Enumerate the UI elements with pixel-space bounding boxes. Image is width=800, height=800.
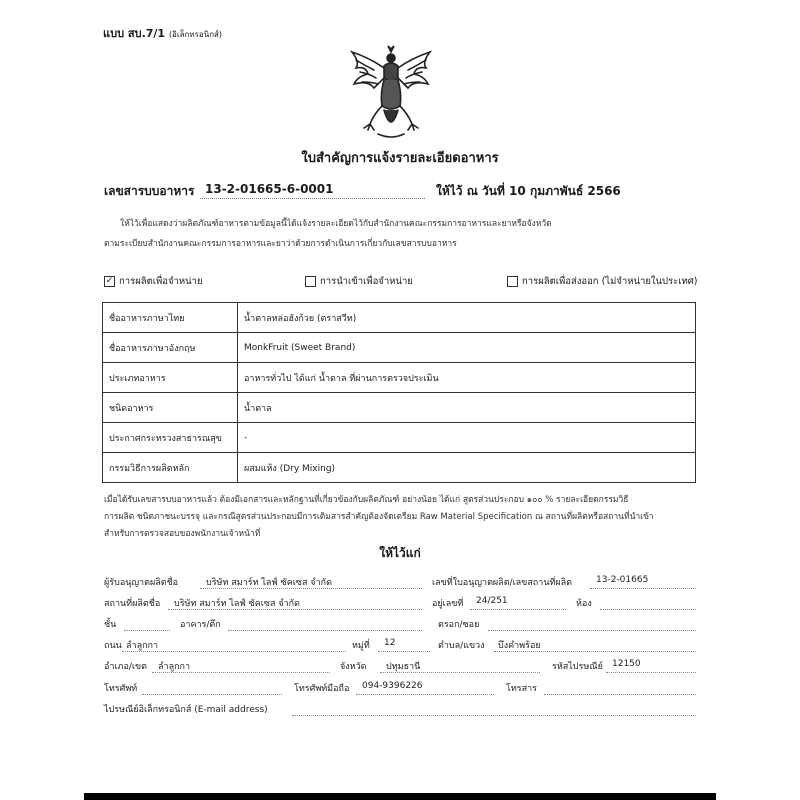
- purpose-import: [305, 274, 413, 289]
- detail-key: ประกาศกระทรวงสาธารณสุข: [103, 423, 238, 453]
- license-no-label: เลขที่ใบอนุญาตผลิต/เลขสถานที่ผลิต: [432, 578, 573, 588]
- subdistrict-value: บึงคำพร้อย: [498, 641, 541, 651]
- detail-key: ชนิดอาหาร: [103, 393, 238, 423]
- province-value: ปทุมธานี: [386, 662, 421, 672]
- detail-key: ชื่ออาหารภาษาอังกฤษ: [103, 333, 238, 363]
- purpose-export: [507, 274, 698, 289]
- dotted-line: [488, 630, 696, 631]
- address-no-label: อยู่เลขที่: [432, 599, 464, 609]
- table-row: [103, 333, 696, 363]
- detail-key: ประเภทอาหาร: [103, 363, 238, 393]
- detail-key: ชื่ออาหารภาษาไทย: [103, 303, 238, 333]
- purpose-label: การผลิตเพื่อส่งออก (ไม่จำหน่ายในประเทศ): [522, 276, 698, 287]
- licensee-value: บริษัท สมาร์ท ไลฟ์ ซัคเซส จำกัด: [206, 578, 332, 588]
- detail-value: ผสมแห้ง (Dry Mixing): [238, 453, 696, 483]
- dotted-line: [590, 588, 696, 589]
- registration-label: เลขสารบบอาหาร: [104, 184, 195, 198]
- floor-label: ชั้น: [104, 620, 117, 630]
- alley-label: ตรอก/ซอย: [438, 620, 480, 630]
- purpose-label: การนำเข้าเพื่อจำหน่าย: [320, 276, 413, 287]
- bottom-black-bar: [84, 793, 716, 800]
- place-value: บริษัท สมาร์ท ไลฟ์ ซัคเซส จำกัด: [174, 599, 300, 609]
- dotted-line: [380, 672, 540, 673]
- dotted-line: [378, 651, 430, 652]
- postcode-label: รหัสไปรษณีย์: [552, 662, 603, 672]
- table-row: [103, 363, 696, 393]
- place-label: สถานที่ผลิตชื่อ: [104, 599, 161, 609]
- detail-value: น้ำตาล: [238, 393, 696, 423]
- subdistrict-label: ตำบล/แขวง: [438, 641, 485, 651]
- dotted-line: [152, 672, 330, 673]
- detail-value: -: [238, 423, 696, 453]
- moo-value: 12: [384, 638, 396, 648]
- room-label: ห้อง: [576, 599, 592, 609]
- moo-label: หมู่ที่: [352, 641, 370, 651]
- address-no-value: 24/251: [476, 596, 508, 606]
- registration-number: 13-2-01665-6-0001: [205, 182, 334, 196]
- dotted-line: [142, 694, 282, 695]
- dotted-line: [606, 672, 696, 673]
- checkbox-unchecked-icon: [507, 276, 518, 287]
- email-label: ไปรษณีย์อิเล็กทรอนิกส์ (E-mail address): [104, 705, 268, 715]
- purpose-label: การผลิตเพื่อจำหน่าย: [119, 276, 203, 287]
- dotted-line: [356, 694, 494, 695]
- license-no-value: 13-2-01665: [596, 575, 649, 585]
- building-label: อาคาร/ตึก: [180, 620, 221, 630]
- detail-value: MonkFruit (Sweet Brand): [238, 333, 696, 363]
- note-line-3: สำหรับการตรวจสอบของพนักงานเจ้าหน้าที่: [104, 529, 261, 539]
- note-line-2: การผลิต ชนิดภาชนะบรรจุ และกรณีสูตรส่วนประกอบมีการเติมสารสำคัญต้องจัดเตรียม Raw Material Specification ณ สถานที่ผลิตหรือสถานที่นำเข้า: [104, 512, 654, 522]
- purpose-production: [104, 274, 203, 289]
- dotted-line: [470, 609, 566, 610]
- mobile-value: 094-9396226: [362, 681, 423, 691]
- dotted-line: [228, 630, 422, 631]
- licensee-label: ผู้รับอนุญาตผลิตชื่อ: [104, 578, 179, 588]
- document-title: ใบสำคัญการแจ้งรายละเอียดอาหาร: [301, 151, 499, 166]
- registration-underline: [200, 198, 425, 199]
- dotted-line: [600, 609, 696, 610]
- form-code-text: แบบ สบ.7/1: [103, 27, 166, 40]
- postcode-value: 12150: [612, 659, 641, 669]
- issued-to-heading: ให้ไว้แก่: [379, 546, 421, 560]
- table-row: [103, 303, 696, 333]
- note-line-1: เมื่อได้รับเลขสารบบอาหารแล้ว ต้องมีเอกสารและหลักฐานที่เกี่ยวข้องกับผลิตภัณฑ์ อย่างน้อย ได้แก่ สูตรส่วนประกอบ ๑๐๐ % รายละเอียดกรรมวิธี: [104, 495, 629, 505]
- detail-value: อาหารทั่วไป ได้แก่ น้ำตาล ที่ผ่านการตรวจประเมิน: [238, 363, 696, 393]
- fax-label: โทรสาร: [506, 684, 537, 694]
- mobile-label: โทรศัพท์มือถือ: [294, 684, 350, 694]
- form-code: [103, 24, 222, 42]
- checkbox-checked-icon: ✓: [105, 276, 114, 286]
- detail-value: น้ำตาลหล่อฮังก้วย (ตราสวีท): [238, 303, 696, 333]
- province-label: จังหวัด: [340, 662, 367, 672]
- dotted-line: [168, 609, 422, 610]
- road-value: ลำลูกกา: [126, 641, 159, 651]
- food-details-table: [102, 302, 696, 483]
- issue-date: ให้ไว้ ณ วันที่ 10 กุมภาพันธ์ 2566: [436, 184, 621, 198]
- intro-line-2: ตามระเบียบสำนักงานคณะกรรมการอาหารและยาว่าด้วยการดำเนินการเกี่ยวกับเลขสารบบอาหาร: [104, 239, 457, 249]
- dotted-line: [544, 694, 696, 695]
- checkbox-unchecked-icon: [305, 276, 316, 287]
- dotted-line: [122, 651, 346, 652]
- dotted-line: [200, 588, 422, 589]
- dotted-line: [494, 651, 696, 652]
- road-label: ถนน: [104, 641, 122, 651]
- table-row: [103, 453, 696, 483]
- table-row: [103, 393, 696, 423]
- table-row: [103, 423, 696, 453]
- district-label: อำเภอ/เขต: [104, 662, 147, 672]
- district-value: ลำลูกกา: [158, 662, 191, 672]
- phone-label: โทรศัพท์: [104, 684, 138, 694]
- dotted-line: [124, 630, 170, 631]
- garuda-emblem-icon: [344, 44, 438, 140]
- dotted-line: [292, 715, 696, 716]
- form-code-suffix: (อิเล็กทรอนิกส์): [168, 30, 223, 39]
- intro-line-1: ให้ไว้เพื่อแสดงว่าผลิตภัณฑ์อาหารตามข้อมูลนี้ได้แจ้งรายละเอียดไว้กับสำนักงานคณะกรรมการอาหารและยาหรือจังหวัด: [120, 219, 552, 229]
- detail-key: กรรมวิธีการผลิตหลัก: [103, 453, 238, 483]
